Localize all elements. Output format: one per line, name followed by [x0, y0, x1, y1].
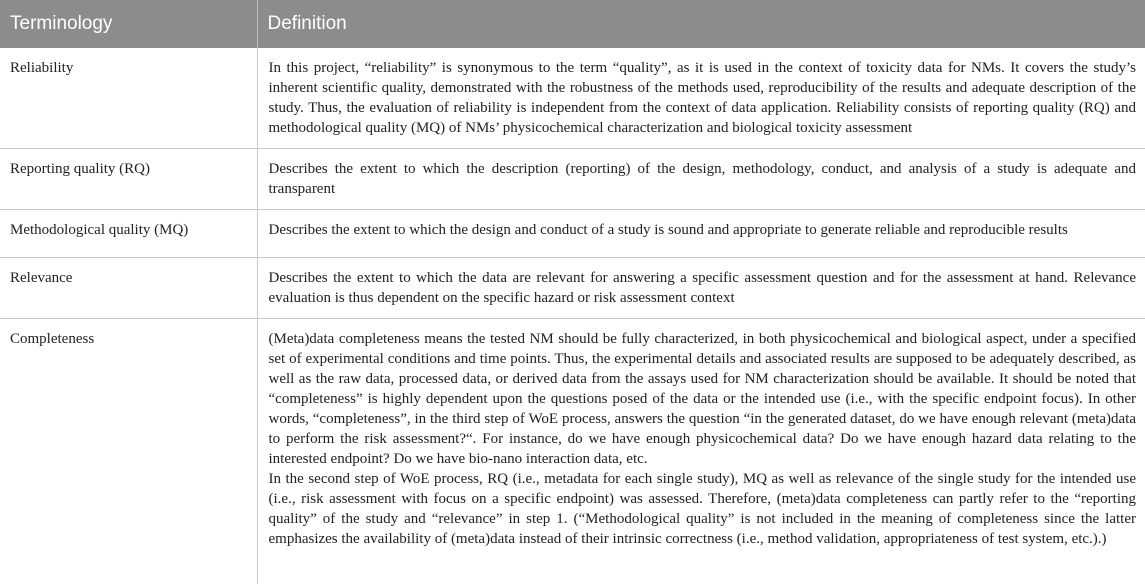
definition-paragraph: (Meta)data completeness means the tested NM should be fully characterized, in both physicochemical and biological aspect, under a specified set of experimental conditions and time points. Thus, the experimental details and associated results are supposed to be adequately described, as well as the raw data, processed data, or derived data from the assays used for NM characterization should be available. It should be noted that “completeness” is highly dependent upon the questions posed of the data or the intended use (i.e., with the specific endpoint focus). In other words, “completeness”, in the third step of WoE process, answers the question “in the generated dataset, do we have enough relevant (meta)data to perform the risk assessment?“. For instance, do we have enough physicochemical data? Do we have enough hazard data relating to the interested endpoint? Do we have bio-nano interaction data, etc.	[268, 331, 1136, 467]
definition-paragraph: In the second step of WoE process, RQ (i.e., metadata for each single study), MQ as well as relevance of the single study for the intended use (i.e., risk assessment with focus on a specific endpoint) was assessed. Therefore, (meta)data completeness can partly refer to the “reporting quality” of the study and “relevance” in step 1. (“Methodological quality” is not included in the meaning of completeness since the latter emphasizes the availability of (meta)data instead of their intrinsic correctness (i.e., method validation, appropriateness of test system, etc.).)	[268, 471, 1136, 547]
definition-cell: Describes the extent to which the design and conduct of a study is sound and appropriate to generate reliable and reproducible results	[257, 210, 1145, 258]
definition-cell	[257, 319, 1145, 584]
table-row	[0, 319, 1145, 584]
table-header	[0, 0, 1145, 48]
term-cell: Methodological quality (MQ)	[0, 210, 257, 258]
definition-cell: Describes the extent to which the data are relevant for answering a specific assessment question and for the assessment at hand. Relevance evaluation is thus dependent on the specific hazard or risk assessment context	[257, 258, 1145, 319]
table-body	[0, 48, 1145, 584]
table-row	[0, 210, 1145, 258]
column-header-definition: Definition	[257, 0, 1145, 48]
header-row	[0, 0, 1145, 48]
term-cell: Reporting quality (RQ)	[0, 149, 257, 210]
term-cell: Reliability	[0, 48, 257, 149]
table-row	[0, 149, 1145, 210]
table-row	[0, 48, 1145, 149]
term-cell: Completeness	[0, 319, 257, 584]
term-cell: Relevance	[0, 258, 257, 319]
definition-cell: In this project, “reliability” is synonymous to the term “quality”, as it is used in the context of toxicity data for NMs. It covers the study’s inherent scientific quality, demonstrated with the robustness of the methods used, reproducibility of the results and adequate description of the study. Thus, the evaluation of reliability is independent from the context of data application. Reliability consists of reporting quality (RQ) and methodological quality (MQ) of NMs’ physicochemical characterization and biological toxicity assessment	[257, 48, 1145, 149]
table-row	[0, 258, 1145, 319]
definition-cell: Describes the extent to which the description (reporting) of the design, methodology, conduct, and analysis of a study is adequate and transparent	[257, 149, 1145, 210]
column-header-terminology: Terminology	[0, 0, 257, 48]
